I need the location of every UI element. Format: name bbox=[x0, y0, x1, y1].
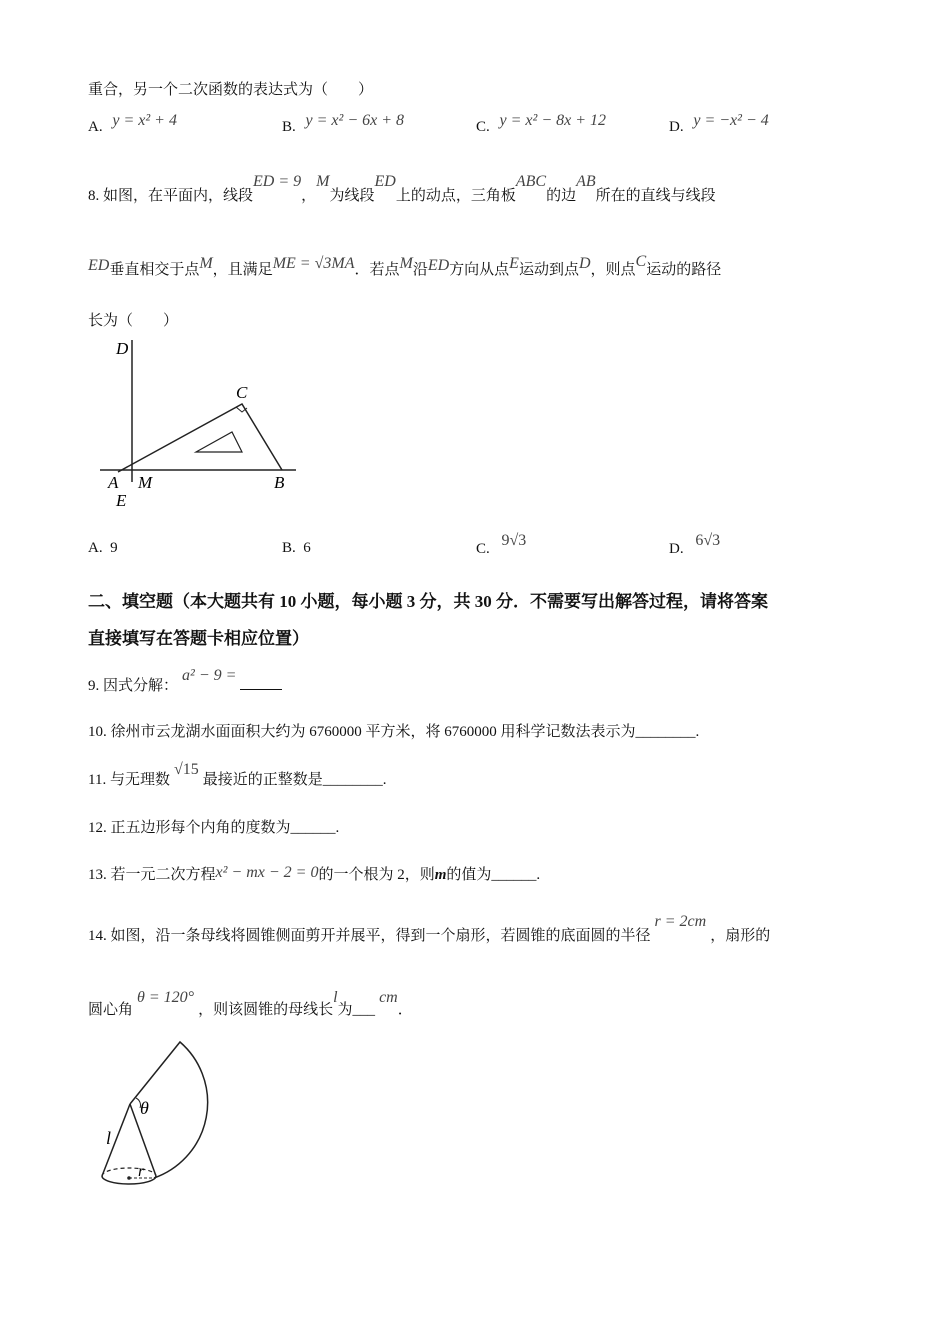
label-b: B bbox=[274, 473, 285, 492]
q8-math: C bbox=[635, 253, 647, 270]
q7-option-d[interactable] bbox=[669, 112, 769, 136]
q9-text: 9. 因式分解： bbox=[88, 678, 179, 694]
q8-math: ME = √3MA bbox=[272, 255, 355, 272]
q8-math: ED bbox=[88, 257, 110, 274]
q13-text: 的一个根为 2，则 bbox=[318, 867, 435, 883]
q14-math: θ = 120° bbox=[137, 989, 195, 1006]
label-e: E bbox=[116, 491, 127, 510]
answer-blank[interactable] bbox=[240, 675, 282, 690]
q8-option-a[interactable] bbox=[88, 540, 118, 557]
option-value: 6√3 bbox=[695, 532, 721, 549]
q13-expr: x² − mx − 2 = 0 bbox=[215, 864, 319, 881]
q8-text: 8. 如图，在平面内，线段 bbox=[88, 188, 254, 204]
q14-text: 14. 如图，沿一条母线将圆锥侧面剪开并展平，得到一个扇形，若圆锥的底面圆的半径 bbox=[88, 928, 651, 944]
q10: 10. 徐州市云龙湖水面面积大约为 6760000 平方米，将 6760000 用科学记数法表示为________. bbox=[88, 724, 700, 740]
q8-text: 运动的路径 bbox=[646, 262, 722, 278]
label-l: l bbox=[106, 1128, 112, 1148]
q8-line-2 bbox=[88, 253, 722, 279]
q8-line-3: 长为（ ） bbox=[88, 313, 179, 329]
triangle-abc bbox=[118, 404, 282, 472]
q8-line-1 bbox=[88, 173, 716, 205]
q13-var: m bbox=[434, 867, 447, 883]
right-angle-mark bbox=[236, 407, 247, 412]
label-d: D bbox=[116, 339, 129, 358]
option-value: 6 bbox=[303, 540, 311, 556]
q9-expr: a² − 9 = bbox=[182, 667, 237, 684]
q8-text: 的边 bbox=[546, 188, 577, 204]
q8-text: 方向从点 bbox=[449, 262, 510, 278]
q11-expr: √15 bbox=[173, 761, 199, 778]
option-label: A. bbox=[88, 540, 103, 556]
q7-option-c[interactable] bbox=[476, 112, 607, 136]
q8-figure bbox=[96, 336, 306, 514]
q14-text: ，则该圆锥的母线长 bbox=[198, 1002, 334, 1018]
q14-figure bbox=[96, 1036, 220, 1196]
option-value: 9√3 bbox=[501, 532, 527, 549]
q11-text: 最接近的正整数是________. bbox=[202, 772, 387, 788]
option-value: 9 bbox=[110, 540, 118, 556]
label-c: C bbox=[236, 383, 248, 402]
q8-text: 垂直相交于点 bbox=[109, 262, 200, 278]
q8-text: ．若点 bbox=[354, 262, 400, 278]
q14-math: r = 2cm bbox=[654, 913, 707, 930]
q13 bbox=[88, 863, 540, 884]
q8-text: ， bbox=[301, 188, 317, 204]
q7-option-b[interactable] bbox=[282, 112, 405, 136]
q8-text: 所在的直线与线段 bbox=[595, 188, 716, 204]
option-label: C. bbox=[476, 541, 490, 557]
q14-line-2 bbox=[88, 989, 413, 1019]
q13-text: 13. 若一元二次方程 bbox=[88, 867, 216, 883]
option-expr: y = x² − 8x + 12 bbox=[499, 112, 607, 129]
label-theta: θ bbox=[140, 1098, 149, 1118]
q14-text: 圆心角 bbox=[88, 1002, 134, 1018]
option-label: C. bbox=[476, 119, 490, 135]
q8-math: M bbox=[199, 255, 213, 272]
q12: 12. 正五边形每个内角的度数为______. bbox=[88, 820, 340, 836]
label-a: A bbox=[108, 473, 119, 492]
option-label: A. bbox=[88, 119, 103, 135]
option-label: D. bbox=[669, 119, 684, 135]
q11 bbox=[88, 761, 387, 789]
option-label: B. bbox=[282, 119, 296, 135]
q8-math: M bbox=[399, 255, 413, 272]
q14-math: cm bbox=[379, 989, 398, 1006]
cone-base-back bbox=[102, 1168, 156, 1176]
q8-text: ，则点 bbox=[590, 262, 636, 278]
q8-text: ，且满足 bbox=[212, 262, 273, 278]
q9 bbox=[88, 667, 282, 695]
q14-text: ，扇形的 bbox=[710, 928, 771, 944]
q8-math: M bbox=[316, 173, 330, 190]
q8-text: 运动到点 bbox=[518, 262, 579, 278]
q14-text: 为___ bbox=[337, 1002, 376, 1018]
q8-text: 为线段 bbox=[329, 188, 375, 204]
option-label: D. bbox=[669, 541, 684, 557]
q8-math: E bbox=[509, 255, 519, 272]
label-r: r bbox=[138, 1163, 145, 1180]
q8-math: D bbox=[578, 255, 591, 272]
q8-text: 上的动点，三角板 bbox=[395, 188, 516, 204]
option-expr: y = x² + 4 bbox=[112, 112, 177, 129]
option-expr: y = x² − 6x + 8 bbox=[305, 112, 405, 129]
label-m: M bbox=[138, 473, 153, 492]
q8-text: 沿 bbox=[412, 262, 428, 278]
q14-math: l bbox=[333, 989, 338, 1006]
q8-math: ED bbox=[374, 173, 396, 190]
q8-math: ABC bbox=[515, 173, 547, 190]
base-center bbox=[127, 1176, 131, 1180]
q8-option-d[interactable] bbox=[669, 532, 721, 558]
q8-option-b[interactable] bbox=[282, 540, 311, 557]
section-2-heading-line-2: 直接填写在答题卡相应位置） bbox=[88, 629, 309, 648]
option-expr: y = −x² − 4 bbox=[693, 112, 769, 129]
q7-option-a[interactable] bbox=[88, 112, 177, 136]
q8-math: ED = 9 bbox=[253, 173, 302, 190]
option-label: B. bbox=[282, 540, 296, 556]
q8-math: ED bbox=[427, 257, 450, 274]
q13-text: 的值为______. bbox=[446, 867, 541, 883]
q14-line-1 bbox=[88, 913, 771, 945]
section-2-heading-line-1: 二、填空题（本大题共有 10 小题，每小题 3 分，共 30 分．不需要写出解答过程，请将答案 bbox=[88, 592, 768, 611]
q14-text: ． bbox=[397, 1002, 413, 1018]
inner-triangle bbox=[196, 432, 242, 452]
q7-continuation: 重合，另一个二次函数的表达式为（ ） bbox=[88, 82, 374, 98]
q8-math: AB bbox=[576, 173, 596, 190]
q11-text: 11. 与无理数 bbox=[88, 772, 170, 788]
q8-option-c[interactable] bbox=[476, 532, 527, 558]
